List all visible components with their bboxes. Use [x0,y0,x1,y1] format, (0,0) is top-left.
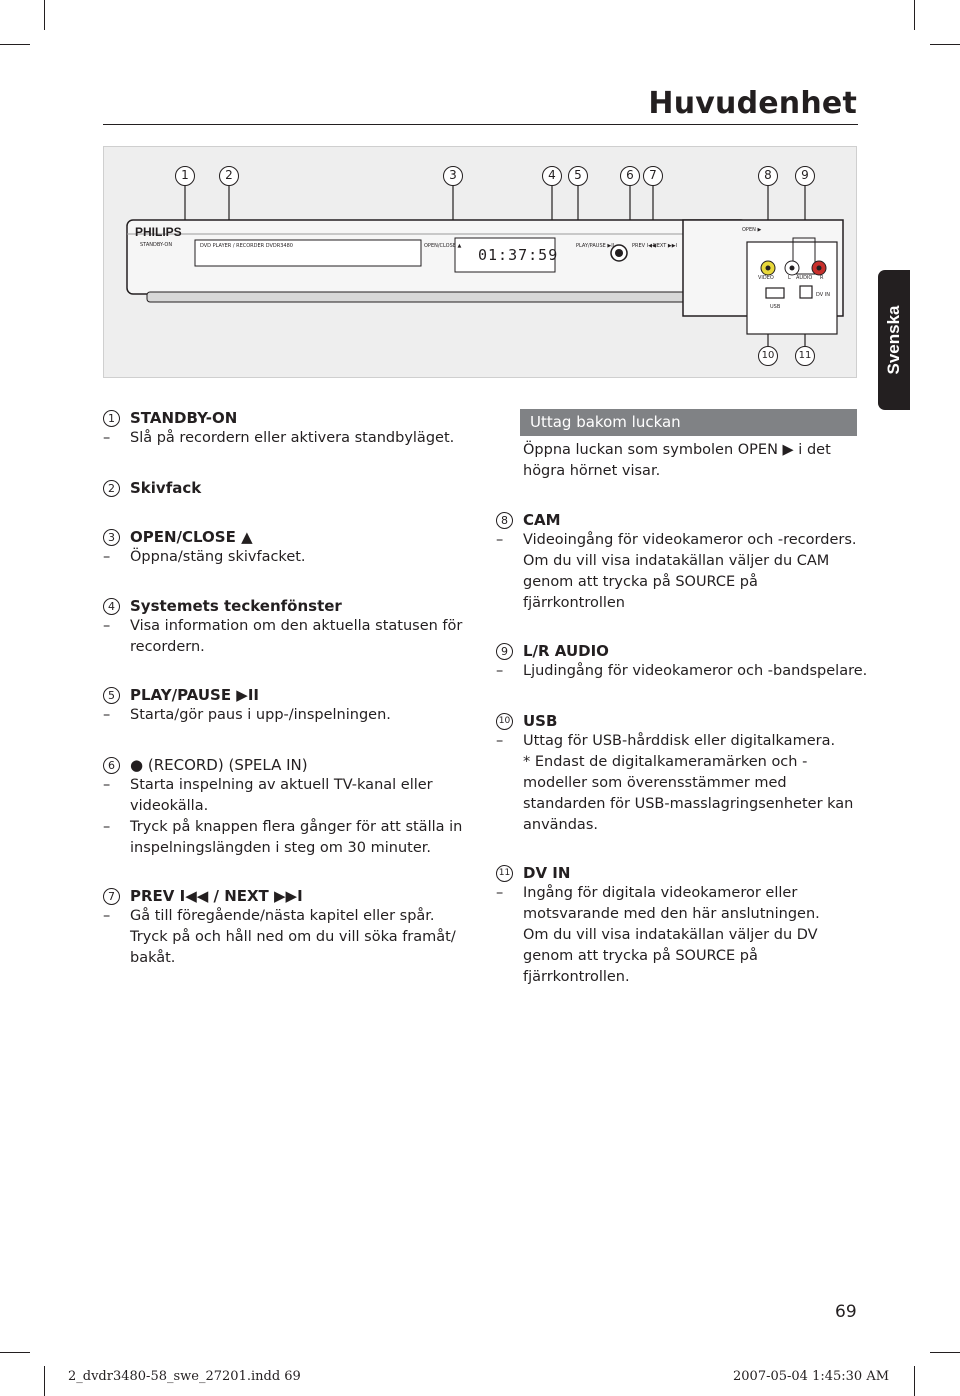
item-line: Ingång för digitala videokameror eller [523,885,798,901]
language-tab [878,270,910,410]
item-line: fjärrkontrollen. [523,969,630,985]
play-pause-label: PLAY/PAUSE ▶II [576,243,615,249]
item-title: CAM [523,511,561,529]
item-title: DV IN [523,864,571,882]
dash: – [496,733,504,749]
callout-1: 1 [175,166,195,186]
page-number: 69 [835,1302,857,1322]
dvin-jack-label: DV IN [816,292,830,298]
callout-2: 2 [219,166,239,186]
intro-line: Öppna luckan som symbolen OPEN ▶ i det [523,442,831,458]
item-line: Visa information om den aktuella statusen för [130,618,463,634]
callout-4: 4 [542,166,562,186]
item-title: PLAY/PAUSE ▶II [130,686,259,704]
item-number: 3 [103,529,120,546]
item-line: Starta inspelning av aktuell TV-kanal eller [130,777,433,793]
item-number: 6 [103,757,120,774]
language-tab-label: Svenska [884,305,903,375]
item-number: 11 [496,865,513,882]
item-line: användas. [523,817,598,833]
item-title: Skivfack [130,479,202,497]
usb-jack-label: USB [770,304,781,310]
crop-mark [0,1352,30,1353]
item-line: Öppna/stäng skivfacket. [130,549,306,565]
intro-line: högra hörnet visar. [523,463,661,479]
dash: – [103,908,111,924]
item-title: OPEN/CLOSE ▲ [130,528,253,546]
item-title: L/R AUDIO [523,642,609,660]
item-line: recordern. [130,639,205,655]
audio-l-label: L [788,275,791,281]
item-line: Uttag för USB-hårddisk eller digitalkamera. [523,733,836,749]
audio-r-label: R [820,275,824,281]
item-line: bakåt. [130,950,176,966]
callout-9: 9 [795,166,815,186]
callout-10: 10 [758,346,778,366]
crop-mark [44,0,45,30]
item-number: 9 [496,643,513,660]
standby-label: STANDBY-ON [140,242,173,248]
dash: – [103,707,111,723]
item-line: inspelningslängden i steg om 30 minuter. [130,840,431,856]
item-line: Tryck på knappen flera gånger för att ställa in [130,819,463,835]
item-title: Systemets teckenfönster [130,597,342,615]
dash: – [103,549,111,565]
model-label: DVD PLAYER / RECORDER DVDR3480 [200,243,293,249]
item-line: Tryck på och håll ned om du vill söka framåt/ [130,929,456,945]
item-number: 2 [103,480,120,497]
crop-mark [0,44,30,45]
crop-mark [930,44,960,45]
dash: – [103,777,111,793]
item-line: genom att trycka på SOURCE på [523,948,758,964]
callout-3: 3 [443,166,463,186]
item-number: 5 [103,687,120,704]
item-line: Om du vill visa indatakällan väljer du DV [523,927,818,943]
dash: – [496,663,504,679]
crop-mark [914,1366,915,1396]
brand-logo: PHILIPS [135,225,182,239]
item-title: USB [523,712,558,730]
dash: – [103,819,111,835]
open-label: OPEN ▶ [742,227,762,233]
item-line: Om du vill visa indatakällan väljer du CAM [523,553,830,569]
item-title: STANDBY-ON [130,409,238,427]
footer-timestamp: 2007-05-04 1:45:30 AM [733,1369,890,1384]
item-line: Videoingång för videokameror och -recorders. [523,532,857,548]
crop-mark [914,0,915,30]
footer-file: 2_dvdr3480-58_swe_27201.indd 69 [68,1369,301,1384]
callout-8: 8 [758,166,778,186]
item-line: * Endast de digitalkameramärken och - [523,754,808,770]
crop-mark [930,1352,960,1353]
prev-label: PREV I◀◀ [632,243,656,249]
item-line: motsvarande med den här anslutningen. [523,906,820,922]
item-line: Slå på recordern eller aktivera standbyläget. [130,430,455,446]
item-number: 10 [496,713,513,730]
video-jack-label: VIDEO [758,275,774,281]
item-title: PREV I◀◀ / NEXT ▶▶I [130,887,303,905]
dash: – [496,532,504,548]
item-line: modeller som överensstämmer med [523,775,787,791]
item-line: Gå till föregående/nästa kapitel eller spår. [130,908,435,924]
dash: – [103,618,111,634]
item-title: ● (RECORD) (SPELA IN) [130,756,308,774]
item-line: videokälla. [130,798,209,814]
item-number: 4 [103,598,120,615]
item-line: standarden för USB-masslagringsenheter kan [523,796,854,812]
display-readout: 01:37:59 [478,246,559,264]
item-number: 7 [103,888,120,905]
item-line: fjärrkontrollen [523,595,625,611]
item-number: 1 [103,410,120,427]
section-header: Uttag bakom luckan [520,409,857,436]
item-line: Ljudingång för videokameror och -bandspelare. [523,663,868,679]
callout-7: 7 [643,166,663,186]
audio-jack-label: AUDIO [796,275,813,281]
item-line: Starta/gör paus i upp-/inspelningen. [130,707,391,723]
next-label: NEXT ▶▶I [653,243,678,249]
dash: – [103,430,111,446]
title-rule [103,124,858,125]
item-line: genom att trycka på SOURCE på [523,574,758,590]
open-close-label: OPEN/CLOSE ▲ [424,243,462,249]
item-number: 8 [496,512,513,529]
page-title: Huvudenhet [648,86,857,121]
callout-11: 11 [795,346,815,366]
dash: – [496,885,504,901]
callout-5: 5 [568,166,588,186]
callout-6: 6 [620,166,640,186]
crop-mark [44,1366,45,1396]
